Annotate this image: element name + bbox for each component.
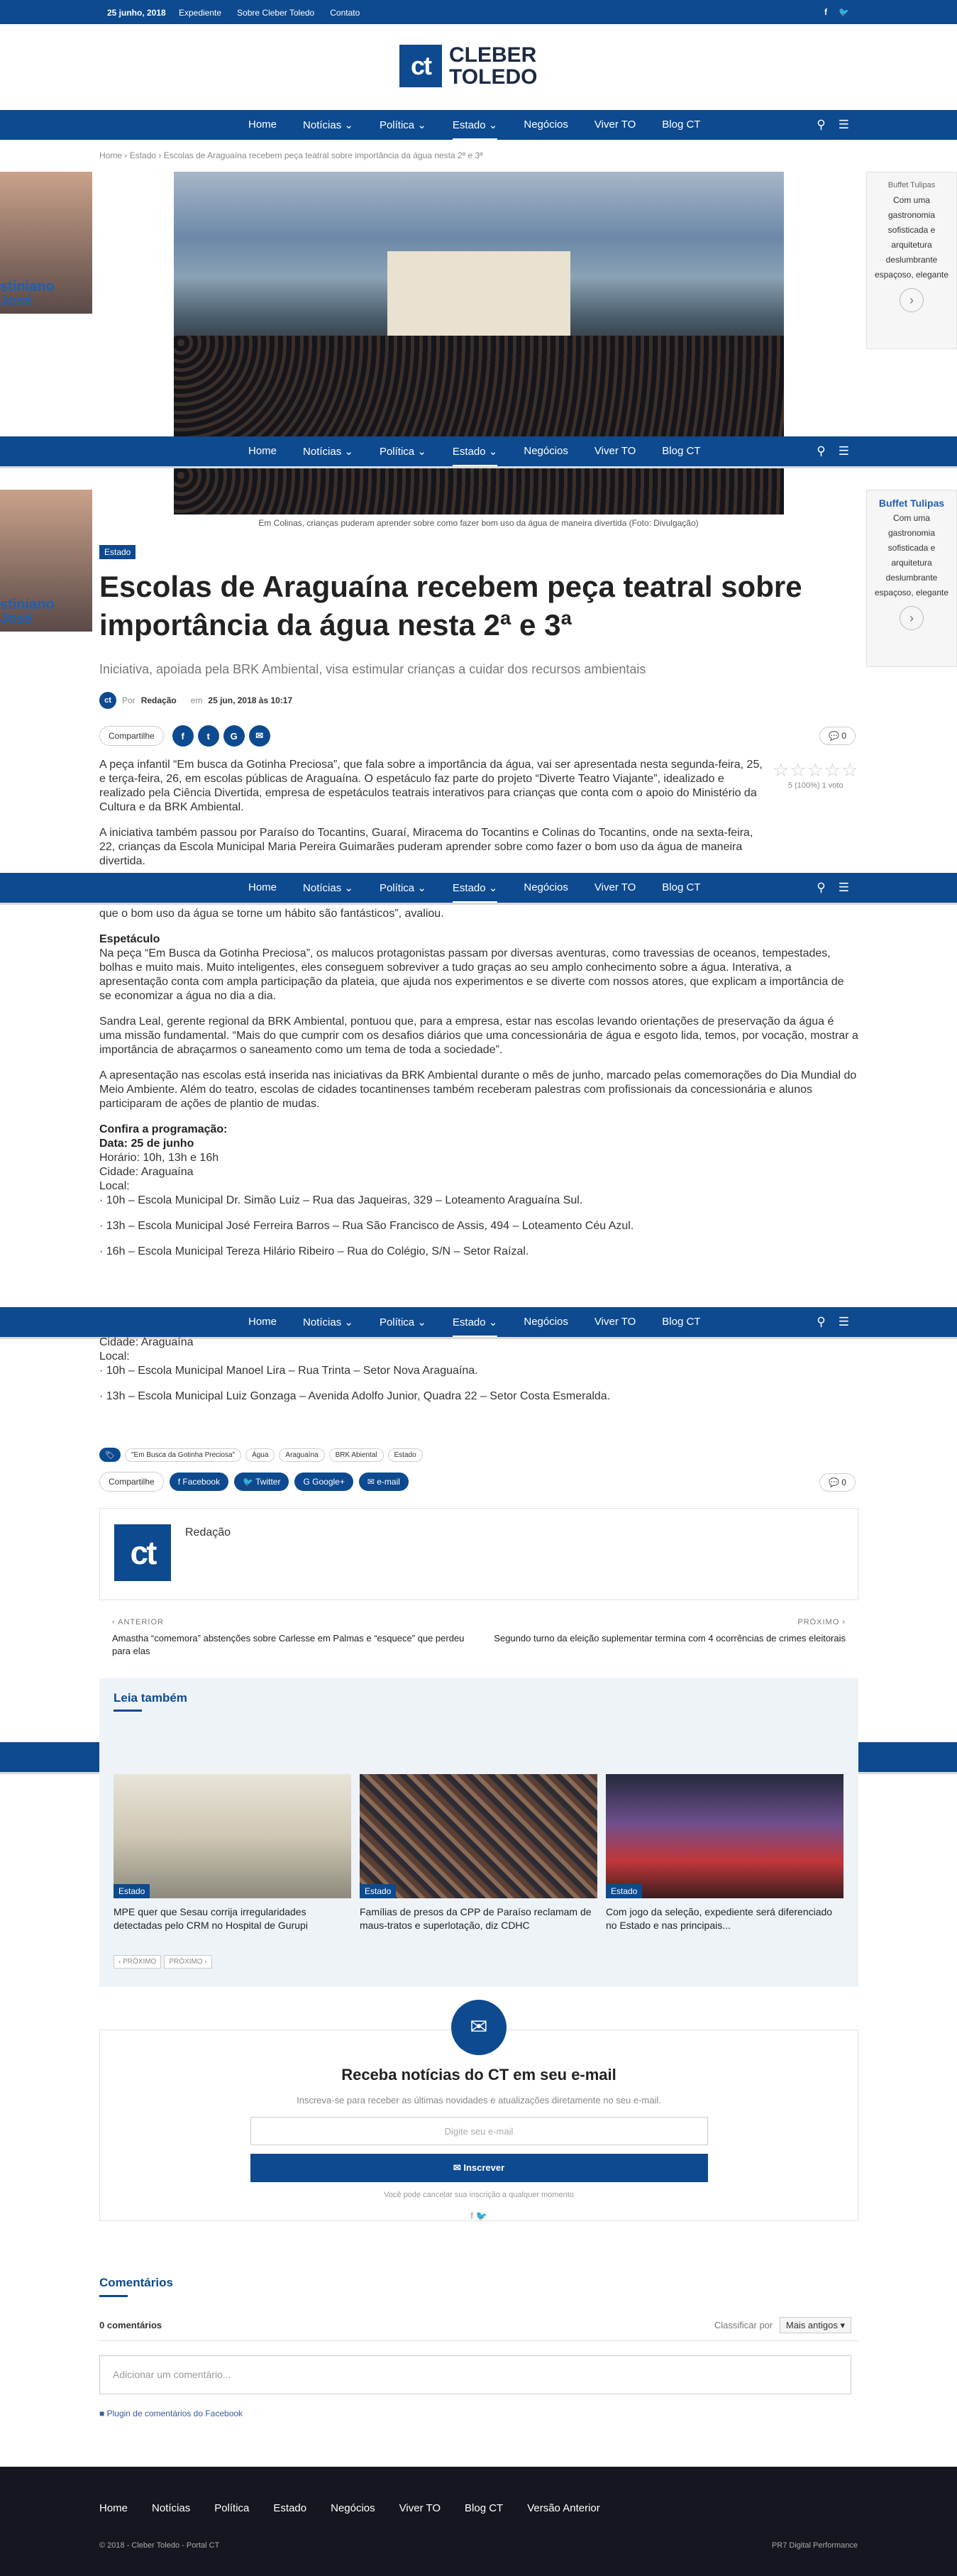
nav-negocios[interactable]: Negócios [524,881,568,893]
nav-negocios[interactable]: Negócios [524,119,568,131]
newsletter-social-icons[interactable]: f 🐦 [470,2211,487,2221]
schedule-item: · 16h – Escola Municipal Tereza Hilário Ribeiro – Rua do Colégio, S/N – Setor Raízal. [99,1245,529,1257]
comments-section [99,2276,858,2418]
footer-links [99,2502,600,2514]
facebook-plugin-link[interactable] [99,2409,858,2418]
top-link-sobre[interactable]: Sobre Cleber Toledo [237,8,315,18]
sticky-nav-1 [0,436,957,466]
comments-count: 0 [841,1477,846,1487]
nav-viver-to[interactable]: Viver TO [594,119,636,131]
schedule-item: · 10h – Escola Municipal Dr. Simão Luiz – Rua das Jaqueiras, 329 – Loteamento Araguaína Sul. [99,1194,583,1206]
sticky-nav-3 [0,1307,957,1337]
publish-date: 25 jun, 2018 às 10:17 [208,695,293,705]
schedule-city: Cidade: Araguaína [99,1166,194,1178]
paragraph: A peça infantil “Em busca da Gotinha Preciosa”, que fala sobre a importância da água, vai ser apresentada nesta segunda-feira, 25, e terça-feira, 26, em escolas públicas de Araguaína. O espetáculo faz parte do projeto “Diverte Teatro Viajante”, idealizado e realizado pela Ciência Divertida, empresa de espetáculos teatrais interativos para crianças que conta com o apoio do Ministério da Cultura e da BRK Ambiental. [99,759,763,813]
nav-blog-ct[interactable]: Blog CT [662,119,701,131]
tag-list [99,1448,423,1462]
nav-noticias[interactable]: Notícias ⌄ [303,1316,353,1328]
newsletter-heading: Receba notícias do CT em seu e-mail [341,2066,616,2084]
nav-shadow [0,903,957,905]
left-ad-2[interactable] [0,490,92,632]
nav-home[interactable]: Home [248,445,277,457]
footer-link[interactable]: Estado [273,2502,307,2514]
nav-estado[interactable]: Estado ⌄ [453,881,497,903]
right-ad-line: Com uma [892,195,930,205]
breadcrumb-home[interactable]: Home [99,150,123,160]
nav-estado[interactable]: Estado ⌄ [453,445,497,467]
paragraph: Na peça “Em Busca da Gotinha Preciosa”, os malucos protagonistas passam por diversas aventuras, como travessias de oceanos, tempestades, bolhas e muito mais. Muito inteligentes, eles conseguem sobreviver a tudo graças ao seu amplo conhecimento sobre a água. Interativa, a apresentação conta com ampla participação da plateia, que ajuda nos experimentos e se diverte com nossos atores, que explicam a importância de se economizar a água no dia a dia. [99,947,844,1002]
tag[interactable]: "Em Busca da Gotinha Preciosa" [125,1448,241,1462]
nav-blog-ct[interactable]: Blog CT [662,881,701,893]
stars-icon[interactable]: ☆☆☆☆☆ [773,759,859,781]
breadcrumb-current: Escolas de Araguaína recebem peça teatral sobre importância da água nesta 2ª e 3ª [163,150,483,160]
schedule-item: · 13h – Escola Municipal José Ferreira Barros – Rua São Francisco de Assis, 494 – Loteamento Céu Azul. [99,1220,634,1232]
related-image [360,1774,597,1898]
article-body-2 [99,907,858,1270]
logo-text [449,44,537,88]
nav-home[interactable]: Home [248,881,277,893]
card-title: MPE quer que Sesau corrija irregularidades detectadas pelo CRM no Hospital de Gurupi [114,1906,308,1931]
nav-estado-label: Estado [452,1316,486,1328]
breadcrumb-sep: › [158,150,162,160]
subscribe-button[interactable]: ✉ Inscrever [250,2154,708,2182]
nav-estado[interactable]: Estado ⌄ [453,1316,497,1338]
left-ad[interactable] [0,172,92,314]
prev-post[interactable] [112,1618,481,1658]
comments-bar [99,2320,858,2341]
sort-select[interactable]: Mais antigos ▾ [780,2317,851,2333]
logo-mark: ct [399,45,442,87]
nav-politica[interactable]: Política ⌄ [379,446,426,458]
nav-blog-ct[interactable]: Blog CT [662,445,701,457]
nav-viver-to[interactable]: Viver TO [594,881,636,893]
top-links [179,8,360,18]
nav-politica[interactable]: Política ⌄ [379,1316,426,1328]
logo-line2: TOLEDO [449,65,538,89]
nav-blog-ct[interactable]: Blog CT [662,1316,701,1328]
facebook-icon[interactable]: f [172,725,194,747]
schedule-item: · 10h – Escola Municipal Manoel Lira – Rua Trinta – Setor Nova Araguaína. [99,1365,478,1377]
google-share-button[interactable]: G Google+ [294,1473,353,1491]
author-name[interactable]: Redação [140,695,177,705]
right-ad-line: deslumbrante [885,255,938,265]
top-link-contato[interactable]: Contato [330,8,360,18]
menu-icon[interactable]: ☰ [838,1315,849,1328]
crowd [174,336,784,436]
top-bar [0,0,957,24]
nav-noticias[interactable]: Notícias ⌄ [303,119,353,131]
footer-link[interactable]: Negócios [331,2502,375,2514]
footer-link[interactable]: Home [99,2502,128,2514]
pager-next[interactable]: PRÓXIMO › [164,1955,211,1969]
nav-noticias-label: Notícias [303,446,342,458]
comments-count: 0 [841,731,846,741]
footer-link[interactable]: Versão Anterior [527,2502,600,2514]
related-image [114,1774,351,1898]
nav-politica-label: Política [379,1316,415,1328]
hero-photo-bottom [174,468,784,514]
logo-line1: CLEBER [449,43,537,67]
related-card[interactable] [606,1774,843,1932]
newsletter-box [99,2015,858,2221]
heading-underline [99,2295,128,2297]
author-prefix: Por [122,695,135,705]
nav-noticias-label: Notícias [303,1316,342,1328]
author-avatar[interactable]: ct [114,1524,171,1581]
post-navigation [99,1611,858,1675]
card-category: Estado [606,1884,642,1898]
left-ad-name: stiniano José [0,597,55,627]
right-ad-line: gastronomia [887,528,936,538]
footer-link[interactable]: Notícias [152,2502,191,2514]
site-logo[interactable] [399,44,537,88]
top-link-expediente[interactable]: Expediente [179,8,222,18]
breadcrumb-sep: › [124,150,128,160]
card-category: Estado [114,1884,150,1898]
copyright: © 2018 - Cleber Toledo - Portal CT [99,2541,220,2550]
right-ad-line: espaçoso, elegante [874,270,949,280]
nav-home[interactable]: Home [248,119,277,131]
right-ad-line: sofisticada e [887,225,936,235]
comments-heading: Comentários [99,2276,173,2289]
top-social [824,7,849,17]
nav-politica-label: Política [379,446,415,458]
envelope-icon: ✉ [451,2000,507,2055]
right-ad-line: espaçoso, elegante [874,588,949,598]
right-ad-line: deslumbrante [885,573,938,583]
author-box [99,1508,858,1600]
related-posts [99,1678,858,1987]
subheading [99,932,858,947]
nav-politica-label: Política [379,119,415,131]
paragraph: A iniciativa também passou por Paraíso do Tocantins, Guaraí, Miracema do Tocantins e Colinas do Tocantins, onde na sexta-feira, 22, crianças da Escola Municipal Maria Pereira Guimarães puderam aprender sobre como fazer o bom uso da água de maneira divertida. [99,827,753,867]
menu-icon[interactable]: ☰ [838,118,849,131]
breadcrumb-section[interactable]: Estado [129,150,157,160]
search-icon[interactable]: ⚲ [817,444,826,458]
twitter-share-button[interactable]: 🐦 Twitter [234,1473,289,1491]
chevron-right-icon[interactable]: › [900,288,924,312]
comments-count-button[interactable]: 💬 0 [819,727,856,745]
right-ad-line: arquitetura [891,240,932,250]
nav-politica[interactable]: Política ⌄ [379,119,426,131]
article-subtitle: Iniciativa, apoiada pela BRK Ambiental, visa estimular crianças a cuidar dos recursos ambientais [99,662,646,676]
newsletter-sub: Inscreva-se para receber as últimas novidades e atualizações diretamente no seu e-mail. [297,2095,661,2106]
related-image [606,1774,843,1898]
subheading-text: Espetáculo [99,933,160,945]
right-ad-2[interactable] [866,490,957,667]
comment-input[interactable]: Adicionar um comentário... [99,2355,851,2394]
related-card[interactable] [114,1774,351,1932]
footer-link[interactable]: Blog CT [465,2502,504,2514]
tag[interactable]: Estado [388,1448,423,1462]
twitter-icon[interactable]: 🐦 [839,7,849,17]
avatar: ct [99,692,116,709]
facebook-icon[interactable]: f [824,7,828,17]
author-box-name[interactable]: Redação [185,1526,231,1539]
facebook-share-button[interactable]: f Facebook [170,1473,228,1491]
comments-count-button[interactable]: 💬 0 [819,1473,856,1492]
nav-politica-label: Política [379,882,415,894]
schedule-time: Horário: 10h, 13h e 16h [99,1152,219,1164]
search-icon[interactable]: ⚲ [817,1315,826,1328]
tag[interactable]: Araguaína [279,1448,324,1462]
share-label: Compartilhe [99,1472,164,1492]
right-ad-title: Buffet Tulipas [878,497,945,509]
nav-politica[interactable]: Política ⌄ [379,882,426,894]
prev-label: ‹ ANTERIOR [112,1618,164,1626]
menu-icon[interactable]: ☰ [838,881,849,894]
left-ad-name: stiniano José [0,279,55,309]
related-pager [114,1955,212,1969]
nav-noticias-label: Notícias [303,119,342,131]
schedule-city: Cidade: Araguaína [99,1336,194,1348]
rating-text: 5 (100%) 1 voto [787,781,843,790]
nav-estado-label: Estado [452,446,486,458]
article-title: Escolas de Araguaína recebem peça teatral sobre importância da água nesta 2ª e 3ª [99,570,802,642]
footer-link[interactable]: Política [214,2502,250,2514]
prev-title: Amastha “comemora” abstenções sobre Carlesse em Palmas e “esquece” que perdeu para elas [112,1633,465,1656]
share-label: Compartilhe [99,726,164,746]
nav-estado[interactable]: Estado ⌄ [453,119,497,141]
next-title: Segundo turno da eleição suplementar termina com 4 ocorrências de crimes eleitorais [494,1633,846,1644]
breadcrumb [99,150,483,160]
next-label: PRÓXIMO › [797,1618,846,1626]
nav-estado-label: Estado [452,882,486,894]
schedule-heading [99,1123,858,1137]
subscribe-label: Inscrever [463,2162,505,2173]
nav-viver-to[interactable]: Viver TO [594,1316,636,1328]
nav-estado-label: Estado [452,119,486,131]
tag[interactable]: BRK Abiental [329,1448,384,1462]
email-share-button[interactable]: ✉ e-mail [359,1473,409,1491]
crowd [174,468,784,514]
hero-photo [174,172,784,436]
next-post[interactable] [491,1618,846,1645]
sort-control [714,2320,851,2331]
newsletter-note: Você pode cancelar sua inscrição a qualquer momento [384,2191,574,2199]
main-nav [0,110,957,140]
pager-prev[interactable]: ‹ PRÓXIMO [114,1955,161,1969]
photo-caption: Em Colinas, crianças puderam aprender sobre como fazer bom uso da água de maneira divertida (Foto: Divulgação) [258,518,699,528]
chevron-right-icon[interactable]: › [900,606,924,630]
search-icon[interactable]: ⚲ [817,881,826,894]
tag-icon: 🏷 [99,1448,121,1462]
star-rating[interactable] [773,759,859,790]
article-body-3 [99,1336,858,1415]
facebook-icon: ■ [99,2409,105,2418]
email-input[interactable]: Digite seu e-mail [250,2117,708,2145]
facebook-plugin-text: Plugin de comentários do Facebook [106,2409,243,2418]
footer-link[interactable]: Viver TO [399,2502,441,2514]
share-bar-bottom [99,1472,409,1492]
nav-negocios[interactable]: Negócios [524,445,568,457]
share-bar [99,725,270,747]
nav-noticias[interactable]: Notícias ⌄ [303,882,353,894]
right-ad-line: sofisticada e [887,543,936,553]
nav-noticias[interactable]: Notícias ⌄ [303,446,353,458]
right-ad-line: gastronomia [887,210,936,220]
twitter-icon[interactable]: t [198,725,219,747]
credit-link[interactable]: PR7 Digital Performance [771,2541,858,2550]
top-date: 25 junho, 2018 [107,8,166,18]
right-ad-sub: Buffet Tulipas [887,181,936,189]
category-badge[interactable]: Estado [99,545,135,559]
paragraph: que o bom uso da água se torne um hábito são fantásticos”, avaliou. [99,908,444,920]
heading-underline [114,1710,142,1712]
footer [0,2467,957,2576]
schedule-date-text: Data: 25 de junho [99,1138,194,1150]
date-prefix: em [190,695,203,705]
paragraph: A apresentação nas escolas está inserida nas iniciativas da BRK Ambiental durante o mês de junho, marcado pelas comemorações do Dia Mundial do Meio Ambiente. Além do teatro, escolas de cidades tocantinenses também receberam palestras com profissionais da concessionária e alunos participaram de ações de plantio de mudas. [99,1069,857,1110]
sort-label: Classificar por [714,2320,773,2330]
card-category: Estado [360,1884,396,1898]
schedule-heading-text: Confira a programação: [99,1123,228,1135]
schedule-date [99,1137,858,1151]
author-line [99,692,292,709]
search-icon[interactable]: ⚲ [817,118,826,131]
schedule-local: Local: [99,1350,130,1363]
schedule-item: · 13h – Escola Municipal Luiz Gonzaga – Avenida Adolfo Junior, Quadra 22 – Setor Costa Esmeralda. [99,1390,611,1402]
card-title: Com jogo da seleção, expediente será diferenciado no Estado e nas principais... [606,1906,833,1931]
right-ad[interactable] [866,172,957,349]
nav-viver-to[interactable]: Viver TO [594,445,636,457]
nav-noticias-label: Notícias [303,882,342,894]
nav-negocios[interactable]: Negócios [524,1316,568,1328]
related-heading: Leia também [114,1691,187,1705]
right-ad-line: arquitetura [891,558,932,568]
related-card[interactable] [360,1774,597,1932]
right-ad-line: Com uma [892,513,930,523]
tag[interactable]: Água [245,1448,275,1462]
menu-icon[interactable]: ☰ [838,444,849,458]
card-title: Famílias de presos da CPP de Paraíso reclamam de maus-tratos e superlotação, diz CDHC [360,1906,592,1931]
email-icon[interactable]: ✉ [249,725,270,747]
schedule-local: Local: [99,1180,130,1192]
google-icon[interactable]: G [223,725,245,747]
paragraph: Sandra Leal, gerente regional da BRK Ambiental, pontuou que, para a empresa, estar nas escolas levando orientações de preservação da água é uma missão fundamental. “Mais do que cumprir com os desafios diários que uma concessionária de água e esgoto lida, temos, por vocação, mostrar a importância de abraçarmos o saneamento como um tema de toda a sociedade”. [99,1015,858,1056]
article-body-1 [99,758,766,880]
nav-home[interactable]: Home [248,1316,277,1328]
comments-count: 0 comentários [99,2320,162,2330]
